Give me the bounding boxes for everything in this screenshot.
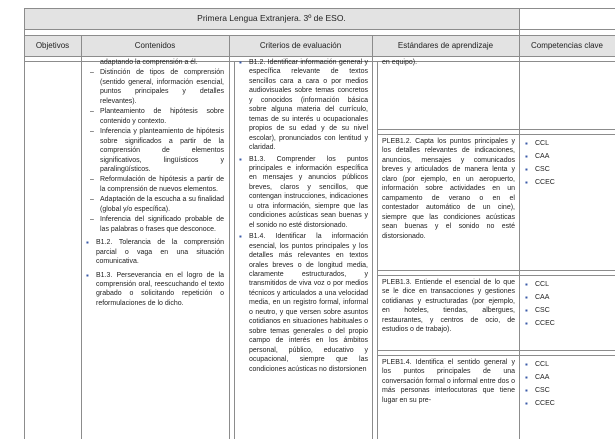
competencia-item	[525, 358, 611, 371]
dash-marker: –	[90, 196, 94, 204]
contenido-dash-item	[86, 127, 224, 174]
grid-line	[81, 35, 82, 439]
dash-marker: –	[90, 128, 94, 136]
contenido-bullet-item	[86, 238, 224, 266]
competencias-cell	[525, 358, 611, 418]
competencia-item	[525, 278, 611, 291]
competencia-text: CCL	[535, 281, 550, 288]
competencias-list	[525, 278, 611, 330]
competencia-item	[525, 397, 611, 410]
contenido-text: Distinción de tipos de comprensión (sentido general, información esencial, puntos principales y detalles relevantes).	[100, 69, 224, 105]
estandar-cell	[382, 137, 515, 269]
competencia-text: CSC	[535, 166, 550, 173]
bullet-marker: ▪	[525, 373, 528, 382]
competencia-item	[525, 163, 611, 176]
contenido-dash-item	[86, 175, 224, 194]
bullet-marker: ▪	[525, 152, 528, 161]
grid-line	[377, 129, 615, 130]
competencia-text: CSC	[535, 387, 550, 394]
competencia-item	[525, 371, 611, 384]
competencia-text: CAA	[535, 153, 550, 160]
estandar-text: PLEB1.2. Capta los puntos principales y los detalles relevantes de indicaciones, anuncios, mensajes y comunicados breves y articulados de manera lenta y claro (por ejemplo, en un aeropuerto, información sobre actividades en un campamento de verano o en el contestador automático de un cine), siempre que las condiciones acústicas sean buenas y el sonido no esté distorsionado.	[382, 138, 515, 240]
grid-line	[24, 8, 25, 439]
competencia-text: CSC	[535, 307, 550, 314]
bullet-marker: ▪	[525, 360, 528, 369]
bullet-marker: ▪	[525, 165, 528, 174]
dash-marker: –	[90, 108, 94, 116]
contenido-dash-item	[86, 195, 224, 214]
bullet-marker: ▪	[239, 232, 242, 242]
contenido-text: Reformulación de hipótesis a partir de la comprensión de nuevos elementos.	[100, 176, 224, 193]
competencias-cell	[525, 137, 611, 197]
dash-marker: –	[90, 69, 94, 77]
competencia-text: CCEC	[535, 400, 555, 407]
competencia-item	[525, 176, 611, 189]
criterio-item	[239, 155, 368, 231]
contenidos-cell	[86, 58, 224, 439]
grid-line	[519, 8, 520, 439]
estandar-item	[382, 278, 515, 335]
contenido-bullet-item	[86, 271, 224, 309]
grid-line	[24, 29, 615, 30]
grid-line	[377, 270, 615, 271]
contenido-text: Inferencia del significado probable de las palabras o frases que desconoce.	[100, 216, 224, 233]
bullet-marker: ▪	[525, 399, 528, 408]
competencia-text: CCEC	[535, 320, 555, 327]
grid-line	[377, 350, 615, 351]
estandar-continuation	[382, 58, 515, 67]
bullet-marker: ▪	[525, 139, 528, 148]
estandar-continuation-cell	[382, 58, 515, 128]
dash-marker: –	[90, 216, 94, 224]
competencia-text: CAA	[535, 374, 550, 381]
competencia-text: CCEC	[535, 179, 555, 186]
criterio-text: B1.3. Comprender los puntos principales e información específica en mensajes y anuncios públicos breves, claros y sencillos, que contengan instrucciones, indicaciones u otra información, siempre que las condiciones acústicas sean buenas y el sonido no esté distorsionado.	[249, 155, 368, 229]
grid-line	[24, 56, 615, 57]
bullet-marker: ▪	[86, 238, 89, 248]
estandar-text: en equipo).	[382, 59, 418, 66]
bullet-marker: ▪	[239, 58, 242, 67]
competencias-cell	[525, 278, 611, 338]
contenido-lead	[86, 58, 224, 67]
contenido-text: Inferencia y planteamiento de hipótesis sobre significados a partir de la comprensión de elementos significativos, lingüísticos y paralingüísticos.	[100, 128, 224, 173]
contenido-text: Planteamiento de hipótesis sobre contenido y contexto.	[100, 108, 224, 125]
contenido-lead-text: adaptando la comprensión a él.	[100, 59, 198, 66]
contenido-text: B1.3. Perseverancia en el logro de la comprensión oral, reescuchando el texto grabado o solicitando repetición o reformulaciones de lo dicho.	[96, 271, 224, 307]
competencias-list	[525, 358, 611, 410]
header-criterios: Criterios de evaluación	[259, 41, 342, 50]
competencia-text: CCL	[535, 361, 550, 368]
criterio-text: B1.4. Identificar la información esencial, los puntos principales y los detalles más relevantes en textos orales breves o de longitud media, claramente estructurados, y transmitidos de viva voz o por medios técnicos y articulados a una velocidad media, en un registro formal, informal o neutro, y que versen sobre asuntos cotidianos en situaciones habituales o sobre temas generales o del propio campo de interés en los ámbitos personal, público, educativo y ocupacional, siempre que las condiciones acústicas no distorsionen	[249, 233, 368, 373]
estandar-text: PLEB1.4. Identifica el sentido general y los puntos principales de una conversación formal o informal entre dos o más personas interlocutoras que tiene lugar en su pre-	[382, 359, 515, 404]
grid-line	[229, 35, 230, 439]
grid-line	[377, 134, 615, 135]
bullet-marker: ▪	[525, 280, 528, 289]
bullet-marker: ▪	[525, 293, 528, 302]
competencia-item	[525, 137, 611, 150]
criterio-item	[239, 58, 368, 153]
grid-line	[234, 61, 235, 439]
criterio-text: B1.2. Identificar información general y específica relevante de textos sencillos cara a cara o por medios audiovisuales sobre temas concretos y conocidos (información básica sobre alguna materia del currículo, temas de su interés u ocupacionales propios de su edad y de su nivel escolar), pronunciados con lentitud y claridad.	[249, 59, 368, 152]
criterios-cell	[239, 58, 368, 439]
grid-line	[372, 35, 373, 439]
competencia-item	[525, 304, 611, 317]
header-objetivos: Objetivos	[35, 41, 70, 50]
competencia-item	[525, 291, 611, 304]
bullet-marker: ▪	[525, 386, 528, 395]
header-competencias: Competencias clave	[530, 41, 604, 50]
competencia-text: CCL	[535, 140, 550, 147]
contenido-dash-item	[86, 107, 224, 126]
contenido-dash-item	[86, 215, 224, 234]
estandar-cell	[382, 278, 515, 349]
competencia-text: CAA	[535, 294, 550, 301]
bullet-marker: ▪	[86, 270, 89, 280]
estandar-cell	[382, 358, 515, 439]
criterio-item	[239, 232, 368, 374]
grid-line	[377, 355, 615, 356]
estandar-text: PLEB1.3. Entiende el esencial de lo que se le dice en transacciones y gestiones cotidianas y estructuradas (por ejemplo, en hoteles, tiendas, albergues, restaurantes, y centros de ocio, de estudios o de trabajo).	[382, 279, 515, 334]
contenido-text: B1.2. Tolerancia de la comprensión parcial o vaga en una situación comunicativa.	[96, 239, 224, 266]
dash-marker: –	[90, 176, 94, 184]
table-title: Primera Lengua Extranjera. 3º de ESO.	[197, 13, 346, 23]
bullet-marker: ▪	[525, 319, 528, 328]
header-contenidos: Contenidos	[134, 41, 176, 50]
competencias-list	[525, 137, 611, 189]
competencia-item	[525, 384, 611, 397]
grid-line	[377, 275, 615, 276]
estandar-item	[382, 137, 515, 241]
grid-line	[377, 61, 378, 439]
competencia-item	[525, 150, 611, 163]
bullet-marker: ▪	[239, 154, 242, 164]
contenido-dash-item	[86, 68, 224, 106]
contenido-text: Adaptación de la escucha a su finalidad (global y/o específica).	[100, 196, 224, 213]
bullet-marker: ▪	[525, 178, 528, 187]
competencia-item	[525, 317, 611, 330]
grid-line	[24, 35, 615, 36]
estandar-item	[382, 358, 515, 405]
header-estandares: Estándares de aprendizaje	[397, 41, 494, 50]
bullet-marker: ▪	[525, 306, 528, 315]
